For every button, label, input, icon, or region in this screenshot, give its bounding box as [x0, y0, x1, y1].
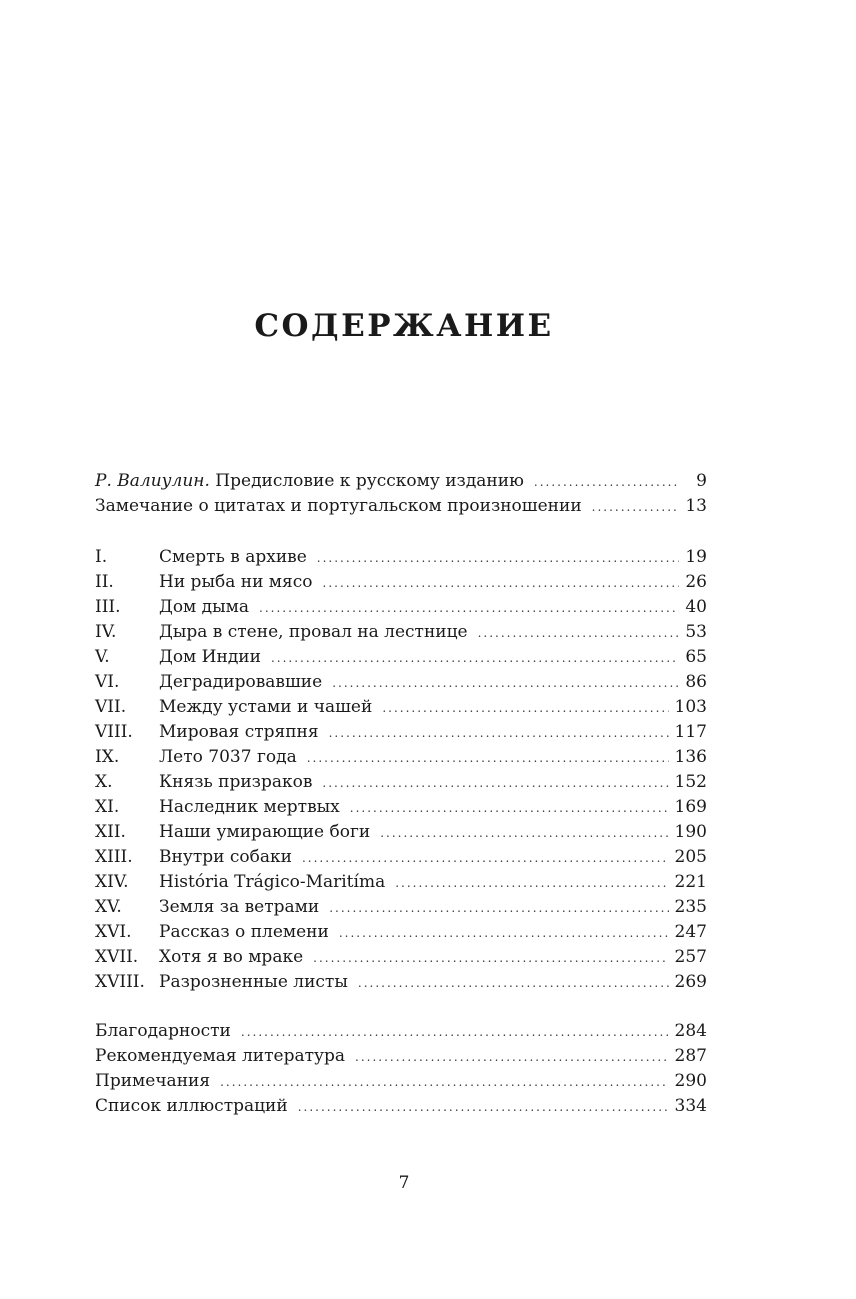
- chapter-number: XVIII.: [95, 972, 145, 992]
- toc-entry: [95, 494, 707, 519]
- chapter-title: Наши умирающие боги: [159, 822, 371, 842]
- dot-leader: [358, 971, 669, 996]
- chapter-page: 65: [685, 647, 707, 667]
- chapter-title: Князь призраков: [159, 772, 313, 792]
- dot-leader: [355, 1045, 669, 1070]
- toc-chapter-entry: [95, 620, 707, 645]
- chapter-title: Дом дыма: [159, 597, 250, 617]
- dot-leader: [220, 1070, 668, 1095]
- toc-chapter-entry: [95, 595, 707, 620]
- chapter-number: VIII.: [95, 722, 133, 742]
- toc-entry-title: Замечание о цитатах и португальском произношении: [95, 496, 582, 516]
- chapter-number: II.: [95, 572, 114, 592]
- toc-chapter-entry: [95, 820, 707, 845]
- toc-entry-page: 284: [674, 1021, 707, 1041]
- chapter-number: IV.: [95, 622, 117, 642]
- chapter-page: 26: [685, 572, 707, 592]
- dot-leader: [592, 495, 679, 520]
- toc-entry-page: 290: [674, 1071, 707, 1091]
- dot-leader: [302, 846, 669, 871]
- chapter-page: 53: [685, 622, 707, 642]
- dot-leader: [241, 1020, 669, 1045]
- toc-entry-page: 13: [685, 496, 707, 516]
- toc-entry: [95, 1019, 707, 1044]
- chapter-title: Ни рыба ни мясо: [159, 572, 313, 592]
- dot-leader: [307, 746, 669, 771]
- chapter-number: I.: [95, 547, 108, 567]
- chapter-number: V.: [95, 647, 110, 667]
- chapter-page: 169: [674, 797, 707, 817]
- page-title: СОДЕРЖАНИЕ: [254, 308, 554, 344]
- chapter-page: 235: [674, 897, 707, 917]
- toc-chapter-entry: [95, 695, 707, 720]
- toc-chapter-entry: [95, 845, 707, 870]
- chapter-number: XVII.: [95, 947, 139, 967]
- dot-leader: [317, 546, 679, 571]
- chapter-number: XII.: [95, 822, 126, 842]
- chapter-number: VII.: [95, 697, 127, 717]
- chapter-title: Лето 7037 года: [159, 747, 297, 767]
- toc-chapter-entry: [95, 970, 707, 995]
- chapter-number: IX.: [95, 747, 120, 767]
- page-number: 7: [398, 1173, 410, 1193]
- toc-entry-title: Примечания: [95, 1071, 211, 1091]
- chapter-title: Разрозненные листы: [159, 972, 348, 992]
- toc-chapter-entry: [95, 895, 707, 920]
- chapter-title: Смерть в архиве: [159, 547, 307, 567]
- dot-leader: [534, 470, 679, 495]
- toc-entry-page: 287: [674, 1046, 707, 1066]
- chapter-title: Деградировавшие: [159, 672, 323, 692]
- dot-leader: [329, 721, 669, 746]
- toc-entry: [95, 469, 707, 494]
- chapter-page: 257: [674, 947, 707, 967]
- chapter-title: Внутри собаки: [159, 847, 292, 867]
- toc-entry-title: Р. Валиулин. Предисловие к русскому изданию: [95, 471, 524, 491]
- chapter-title: Хотя я во мраке: [159, 947, 304, 967]
- chapter-number: XV.: [95, 897, 122, 917]
- toc-back-matter: [95, 1019, 707, 1119]
- toc-entry-author: Р. Валиулин.: [95, 471, 210, 491]
- chapter-page: 136: [674, 747, 707, 767]
- dot-leader: [332, 671, 679, 696]
- dot-leader: [329, 896, 668, 921]
- chapter-number: XIII.: [95, 847, 133, 867]
- chapter-page: 152: [674, 772, 707, 792]
- toc-entry-title: Список иллюстраций: [95, 1096, 288, 1116]
- toc-chapter-entry: [95, 720, 707, 745]
- chapter-title: Мировая стряпня: [159, 722, 319, 742]
- dot-leader: [350, 796, 669, 821]
- chapter-title: História Trágico-Maritíma: [159, 872, 386, 892]
- chapter-number: III.: [95, 597, 121, 617]
- dot-leader: [382, 696, 668, 721]
- toc-chapter-entry: [95, 770, 707, 795]
- dot-leader: [259, 596, 679, 621]
- chapter-page: 86: [685, 672, 707, 692]
- dot-leader: [298, 1095, 669, 1120]
- chapter-page: 19: [685, 547, 707, 567]
- dot-leader: [339, 921, 669, 946]
- chapter-title: Рассказ о племени: [159, 922, 329, 942]
- toc-entry: [95, 1044, 707, 1069]
- chapter-page: 40: [685, 597, 707, 617]
- dot-leader: [323, 571, 679, 596]
- toc-chapter-entry: [95, 545, 707, 570]
- toc-entry-title: Рекомендуемая литература: [95, 1046, 346, 1066]
- toc-chapter-entry: [95, 945, 707, 970]
- chapter-title: Наследник мертвых: [159, 797, 340, 817]
- chapter-page: 221: [674, 872, 707, 892]
- chapter-page: 247: [674, 922, 707, 942]
- chapter-number: X.: [95, 772, 113, 792]
- chapter-number: XIV.: [95, 872, 129, 892]
- toc-entry-title: Благодарности: [95, 1021, 231, 1041]
- toc-chapter-entry: [95, 745, 707, 770]
- dot-leader: [380, 821, 668, 846]
- chapter-page: 103: [674, 697, 707, 717]
- dot-leader: [395, 871, 668, 896]
- chapter-number: XVI.: [95, 922, 132, 942]
- toc-chapters: [95, 545, 707, 995]
- toc-chapter-entry: [95, 870, 707, 895]
- dot-leader: [322, 771, 668, 796]
- toc-chapter-entry: [95, 670, 707, 695]
- toc-chapter-entry: [95, 795, 707, 820]
- chapter-page: 269: [674, 972, 707, 992]
- chapter-title: Между устами и чашей: [159, 697, 373, 717]
- chapter-number: XI.: [95, 797, 120, 817]
- chapter-number: VI.: [95, 672, 120, 692]
- toc-chapter-entry: [95, 920, 707, 945]
- toc-entry-page: 9: [696, 471, 707, 491]
- toc-entry: [95, 1069, 707, 1094]
- chapter-page: 205: [674, 847, 707, 867]
- chapter-page: 190: [674, 822, 707, 842]
- chapter-title: Дыра в стене, провал на лестнице: [159, 622, 468, 642]
- toc-front-matter: [95, 469, 707, 519]
- chapter-title: Дом Индии: [159, 647, 261, 667]
- toc-chapter-entry: [95, 645, 707, 670]
- dot-leader: [478, 621, 679, 646]
- dot-leader: [271, 646, 679, 671]
- toc-entry-page: 334: [674, 1096, 707, 1116]
- chapter-title: Земля за ветрами: [159, 897, 320, 917]
- toc-chapter-entry: [95, 570, 707, 595]
- chapter-page: 117: [674, 722, 707, 742]
- toc-entry: [95, 1094, 707, 1119]
- dot-leader: [313, 946, 668, 971]
